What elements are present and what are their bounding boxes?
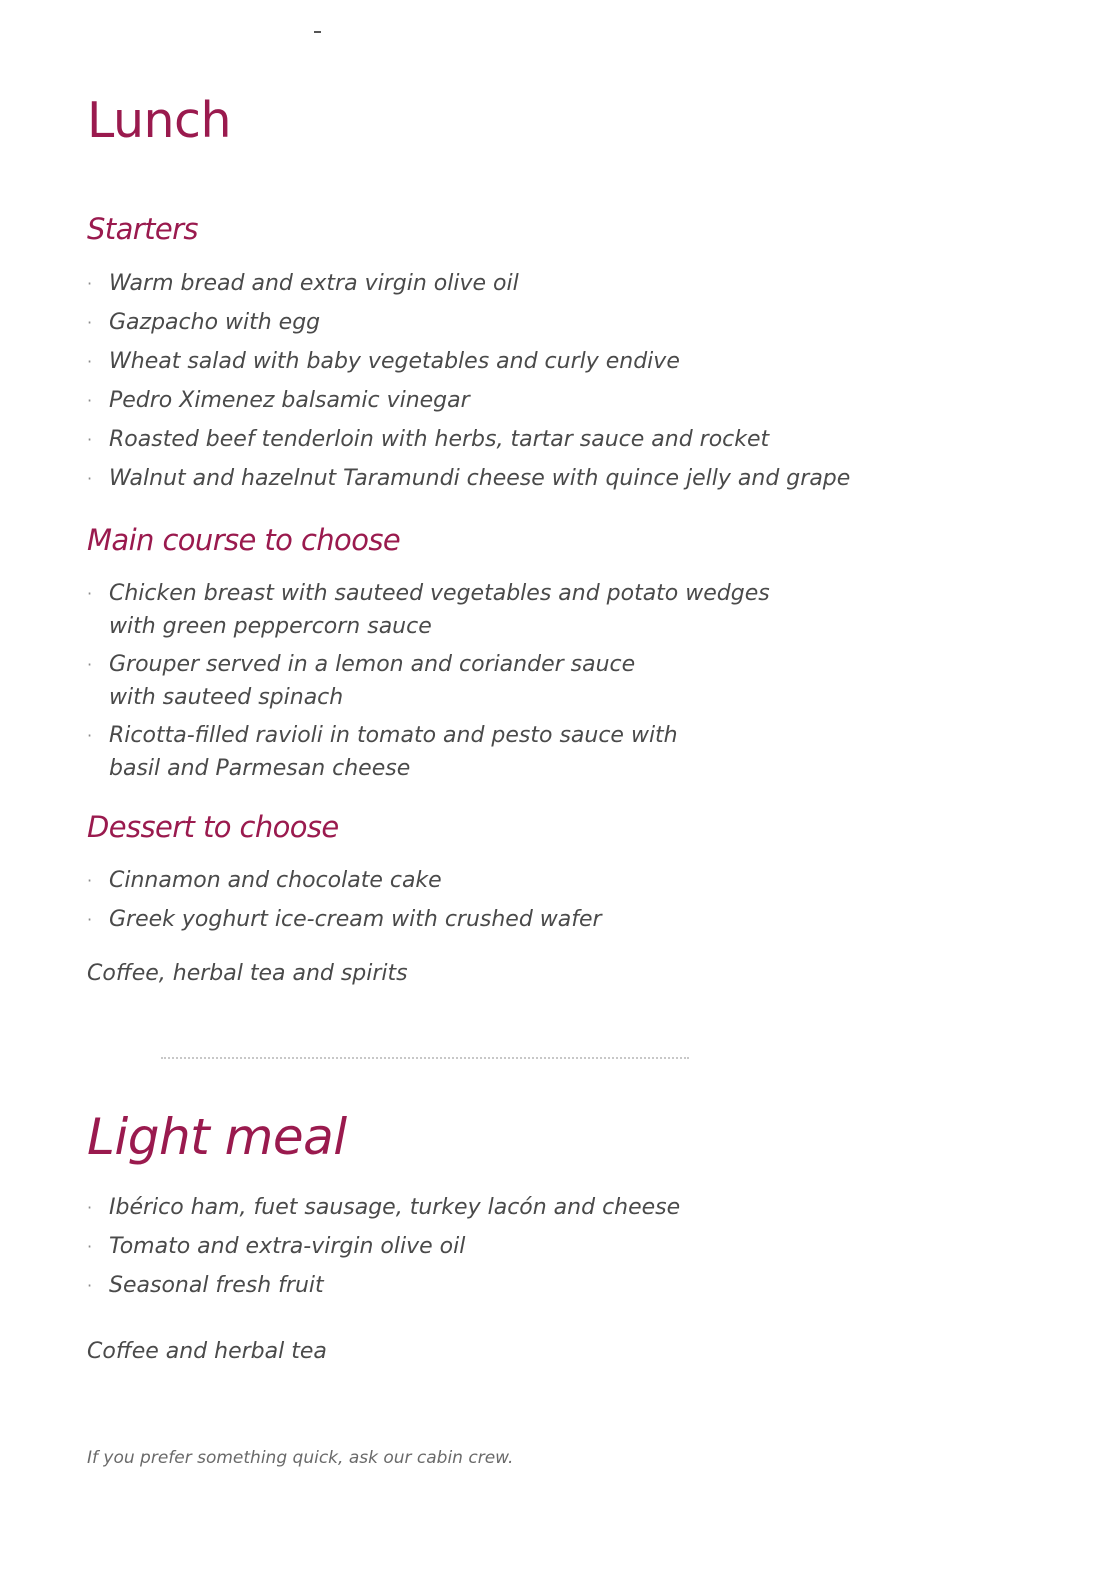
list-item: · Warm bread and extra virgin olive oil — [87, 271, 519, 296]
scan-mark — [314, 31, 321, 33]
lunch-drinks-note: Coffee, herbal tea and spirits — [87, 961, 408, 986]
list-item: · Gazpacho with egg — [87, 310, 321, 335]
list-item: · Cinnamon and chocolate cake — [87, 868, 442, 893]
light-meal-title: Light meal — [87, 1108, 347, 1166]
list-item: · Grouper served in a lemon and coriander sauce with sauteed spinach — [87, 652, 636, 710]
light-meal-list — [87, 1191, 680, 1308]
starters-list — [87, 267, 850, 501]
light-meal-drinks-note: Coffee and herbal tea — [87, 1339, 327, 1364]
list-item: · Pedro Ximenez balsamic vinegar — [87, 388, 470, 413]
list-item: · Ricotta-filled ravioli in tomato and pesto sauce with basil and Parmesan cheese — [87, 723, 678, 781]
section-divider — [161, 1057, 689, 1059]
dessert-title: Dessert to choose — [87, 810, 339, 844]
dessert-list — [87, 864, 602, 942]
list-item: · Wheat salad with baby vegetables and curly endive — [87, 349, 680, 374]
starters-title: Starters — [87, 212, 198, 246]
main-course-list — [87, 577, 770, 790]
main-course-title: Main course to choose — [87, 523, 401, 557]
footnote: If you prefer something quick, ask our cabin crew. — [87, 1448, 514, 1468]
list-item: · Walnut and hazelnut Taramundi cheese with quince jelly and grape — [87, 466, 851, 491]
lunch-title: Lunch — [87, 92, 232, 149]
list-item: · Ibérico ham, fuet sausage, turkey lacón and cheese — [87, 1195, 681, 1220]
list-item: · Roasted beef tenderloin with herbs, tartar sauce and rocket — [87, 427, 770, 452]
list-item: · Tomato and extra-virgin olive oil — [87, 1234, 466, 1259]
list-item: · Seasonal fresh fruit — [87, 1273, 324, 1298]
list-item: · Chicken breast with sauteed vegetables and potato wedges with green peppercorn sauce — [87, 581, 770, 639]
list-item: · Greek yoghurt ice-cream with crushed wafer — [87, 907, 602, 932]
